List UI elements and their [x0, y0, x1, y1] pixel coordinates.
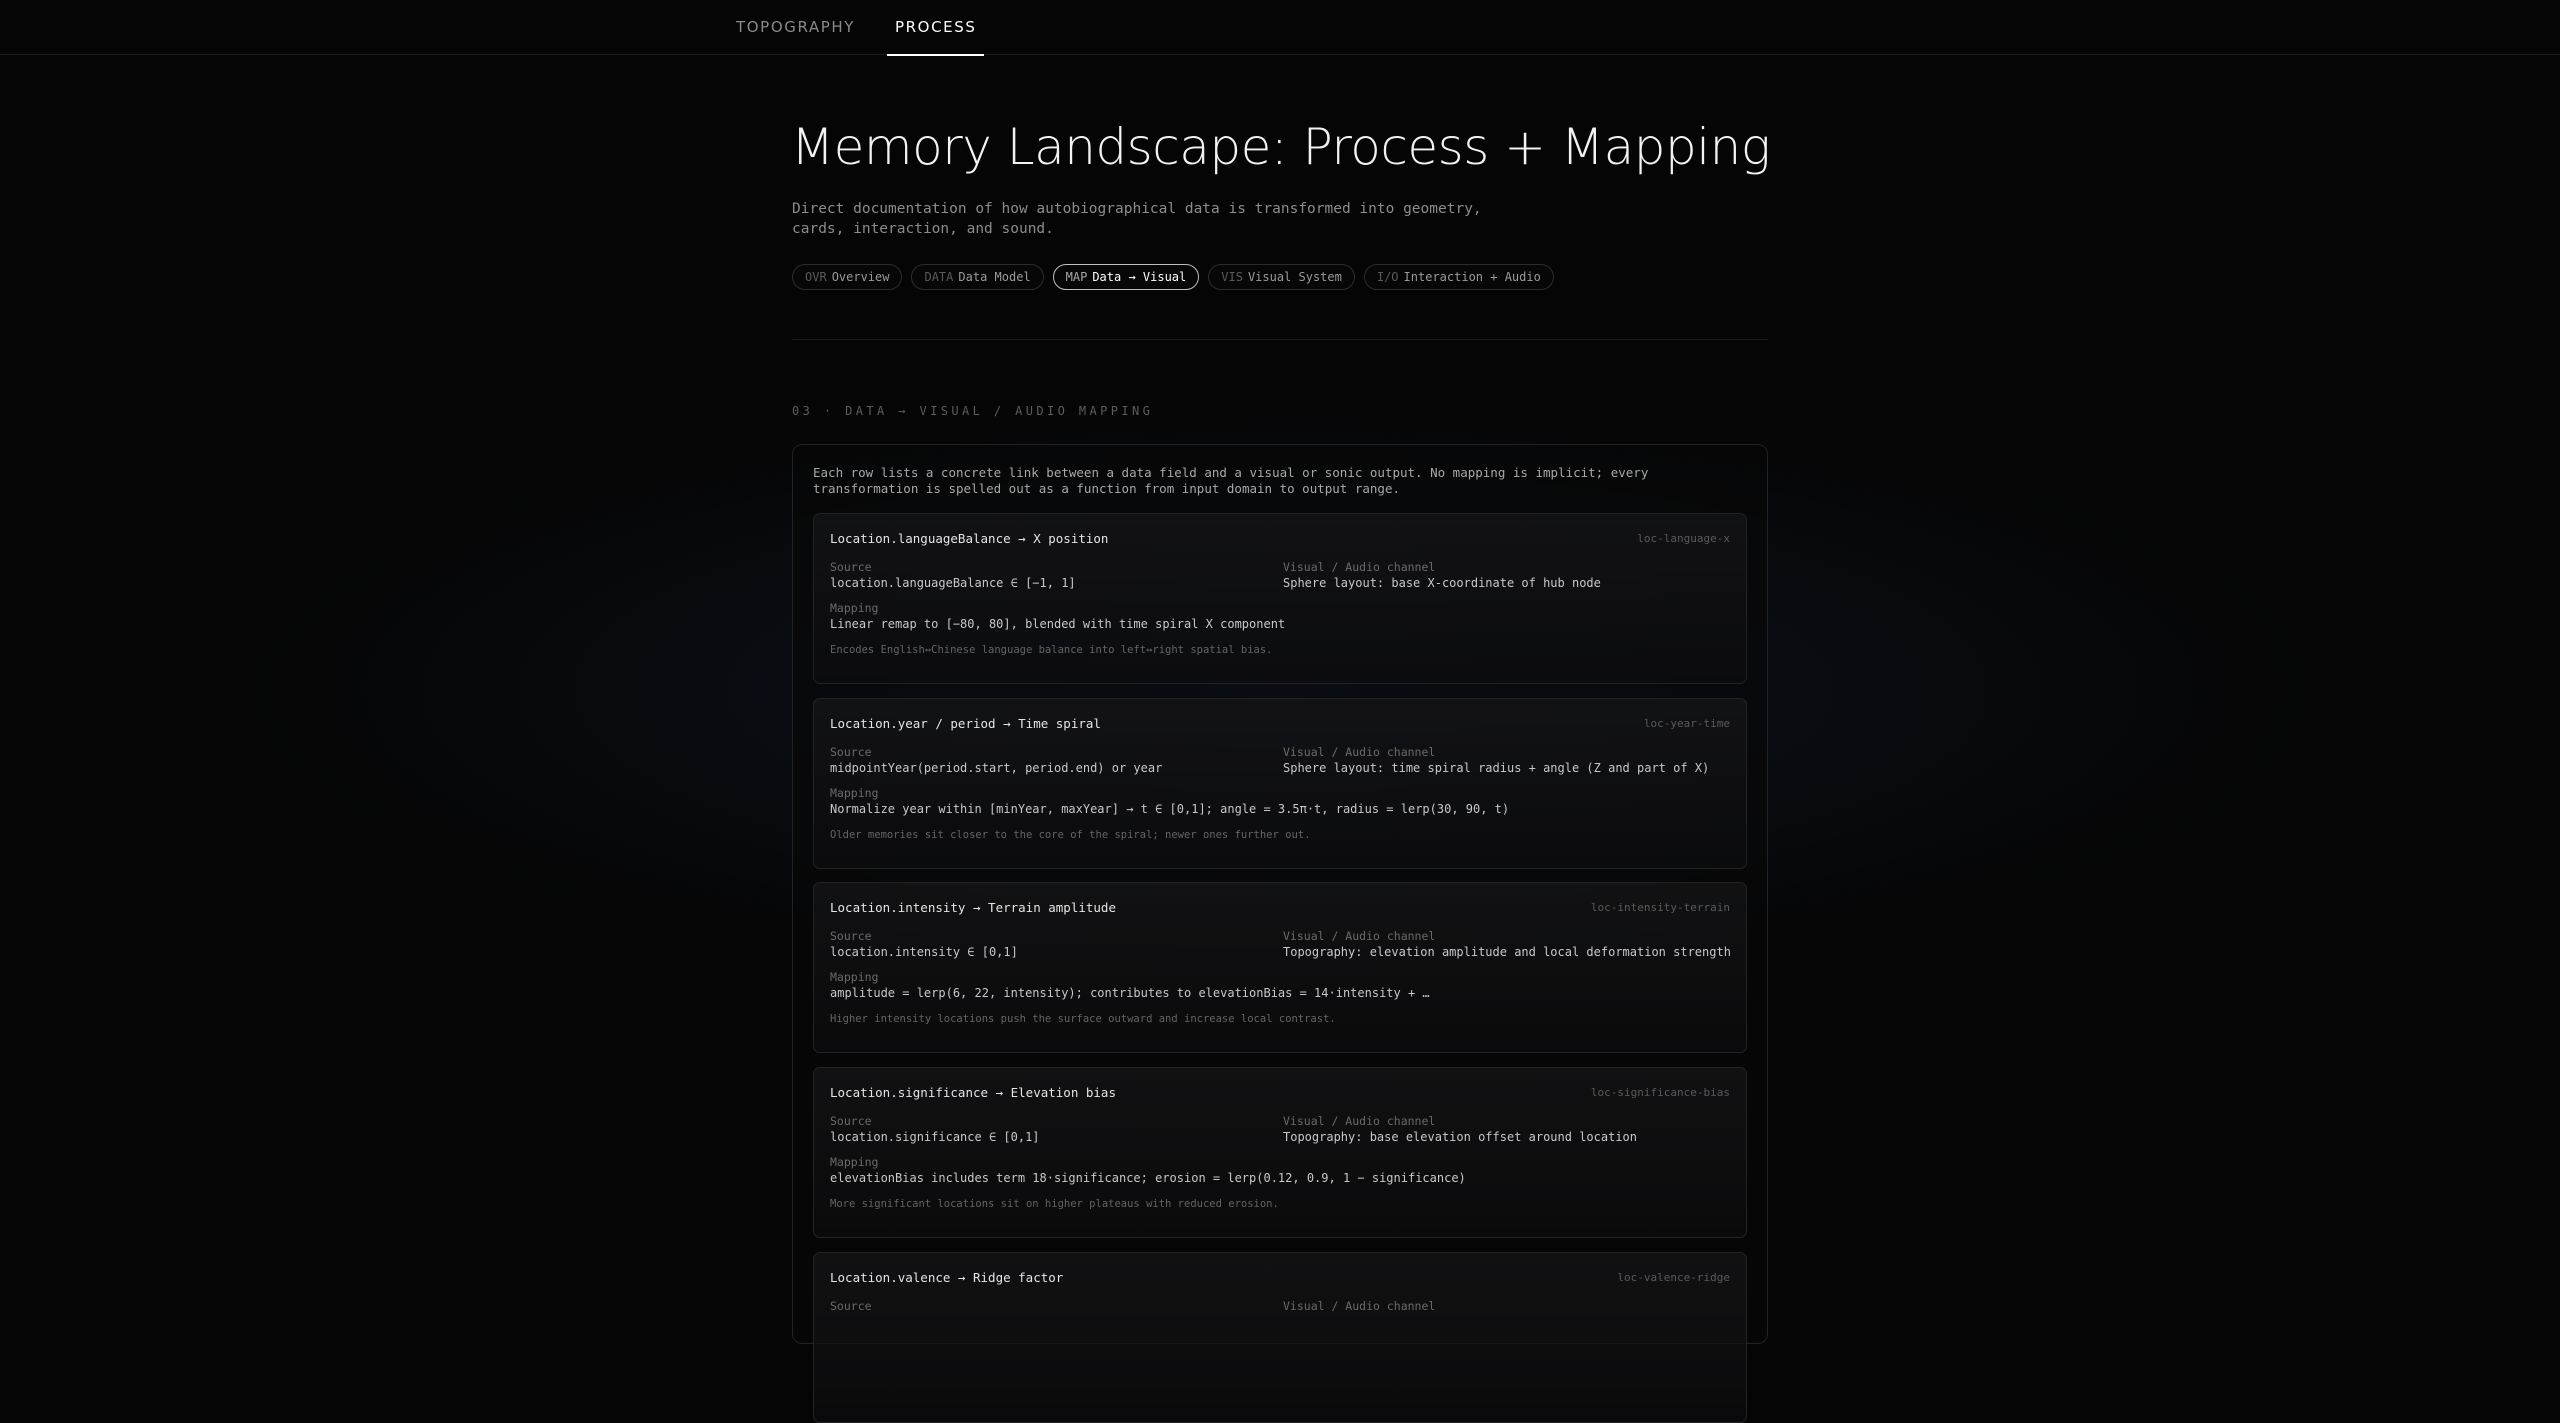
channel-label: Visual / Audio channel: [1283, 1114, 1436, 1128]
card-note: Encodes English↔Chinese language balance into left↔right spatial bias.: [830, 644, 1273, 656]
card-title: Location.significance → Elevation bias: [830, 1085, 1116, 1100]
source-value: location.significance ∈ [0,1]: [830, 1130, 1040, 1144]
card-title: Location.valence → Ridge factor: [830, 1270, 1064, 1285]
tab-process[interactable]: PROCESS: [887, 0, 984, 55]
card-id: loc-valence-ridge: [1617, 1271, 1730, 1284]
pill-label: Data → Visual: [1092, 270, 1187, 284]
pill-label: Overview: [831, 270, 890, 284]
card-title: Location.year / period → Time spiral: [830, 716, 1101, 731]
source-label: Source: [830, 560, 872, 574]
card-title: Location.intensity → Terrain amplitude: [830, 900, 1116, 915]
top-nav: [0, 0, 2560, 55]
mapping-label: Mapping: [830, 786, 879, 800]
mapping-card-year-time: [813, 698, 1747, 869]
mapping-value: Normalize year within [minYear, maxYear] → t ∈ [0,1]; angle = 3.5π·t, radius = lerp(30, 90, t): [830, 802, 1510, 816]
pill-visual-system[interactable]: [1208, 264, 1355, 290]
section-nav: [792, 264, 1554, 290]
source-label: Source: [830, 1114, 872, 1128]
mapping-label: Mapping: [830, 601, 879, 615]
channel-label: Visual / Audio channel: [1283, 1299, 1436, 1313]
pill-code: DATA: [924, 270, 954, 284]
source-label: Source: [830, 929, 872, 943]
card-id: loc-year-time: [1643, 717, 1730, 730]
channel-label: Visual / Audio channel: [1283, 560, 1436, 574]
card-note: More significant locations sit on higher plateaus with reduced erosion.: [830, 1198, 1279, 1210]
card-note: Higher intensity locations push the surface outward and increase local contrast.: [830, 1013, 1336, 1025]
section-divider: [792, 339, 1768, 340]
card-id: loc-intensity-terrain: [1590, 901, 1730, 914]
pill-label: Interaction + Audio: [1403, 270, 1541, 284]
mapping-value: elevationBias includes term 18·significance; erosion = lerp(0.12, 0.9, 1 − significance): [830, 1171, 1466, 1185]
mapping-card-language-x: [813, 513, 1747, 684]
tab-topography[interactable]: TOPOGRAPHY: [736, 18, 856, 36]
pill-label: Data Model: [958, 270, 1031, 284]
source-value: location.intensity ∈ [0,1]: [830, 945, 1018, 959]
mapping-label: Mapping: [830, 1155, 879, 1169]
page-subtitle: Direct documentation of how autobiographical data is transformed into geometry, cards, interaction, and sound.: [792, 201, 1482, 237]
channel-value: Topography: elevation amplitude and local deformation strength: [1283, 945, 1731, 959]
card-title: Location.languageBalance → X position: [830, 531, 1109, 546]
pill-data-model[interactable]: [911, 264, 1043, 290]
panel-intro: Each row lists a concrete link between a data field and a visual or sonic output. No mapping is implicit; every transformation is spelled out as a function from input domain to output range.: [813, 465, 1649, 496]
pill-overview[interactable]: [792, 264, 902, 290]
channel-label: Visual / Audio channel: [1283, 745, 1436, 759]
source-label: Source: [830, 1299, 872, 1313]
pill-interaction-audio[interactable]: [1364, 264, 1554, 290]
pill-code: MAP: [1065, 270, 1088, 284]
pill-data-visual[interactable]: [1053, 264, 1200, 290]
mapping-card-valence-ridge: [813, 1252, 1747, 1423]
card-id: loc-significance-bias: [1590, 1086, 1730, 1099]
pill-code: OVR: [805, 270, 827, 284]
card-note: Older memories sit closer to the core of the spiral; newer ones further out.: [830, 829, 1311, 841]
mapping-label: Mapping: [830, 970, 879, 984]
pill-code: I/O: [1376, 270, 1399, 284]
page-title: Memory Landscape: Process + Mapping: [791, 118, 1771, 176]
mapping-panel: [792, 444, 1768, 1344]
section-label: 03 · DATA → VISUAL / AUDIO MAPPING: [792, 404, 1154, 418]
source-value: location.languageBalance ∈ [−1, 1]: [830, 576, 1076, 590]
source-value: midpointYear(period.start, period.end) or year: [830, 761, 1163, 775]
source-label: Source: [830, 745, 872, 759]
channel-value: Sphere layout: base X-coordinate of hub node: [1283, 576, 1601, 590]
pill-code: VIS: [1221, 270, 1243, 284]
mapping-card-intensity-terrain: [813, 882, 1747, 1053]
mapping-value: Linear remap to [−80, 80], blended with time spiral X component: [830, 617, 1286, 631]
mapping-value: amplitude = lerp(6, 22, intensity); contributes to elevationBias = 14·intensity + …: [830, 986, 1430, 1000]
mapping-card-significance-bias: [813, 1067, 1747, 1238]
channel-label: Visual / Audio channel: [1283, 929, 1436, 943]
channel-value: Sphere layout: time spiral radius + angle (Z and part of X): [1283, 761, 1710, 775]
pill-label: Visual System: [1247, 270, 1342, 284]
channel-value: Topography: base elevation offset around location: [1283, 1130, 1638, 1144]
card-id: loc-language-x: [1637, 532, 1730, 545]
